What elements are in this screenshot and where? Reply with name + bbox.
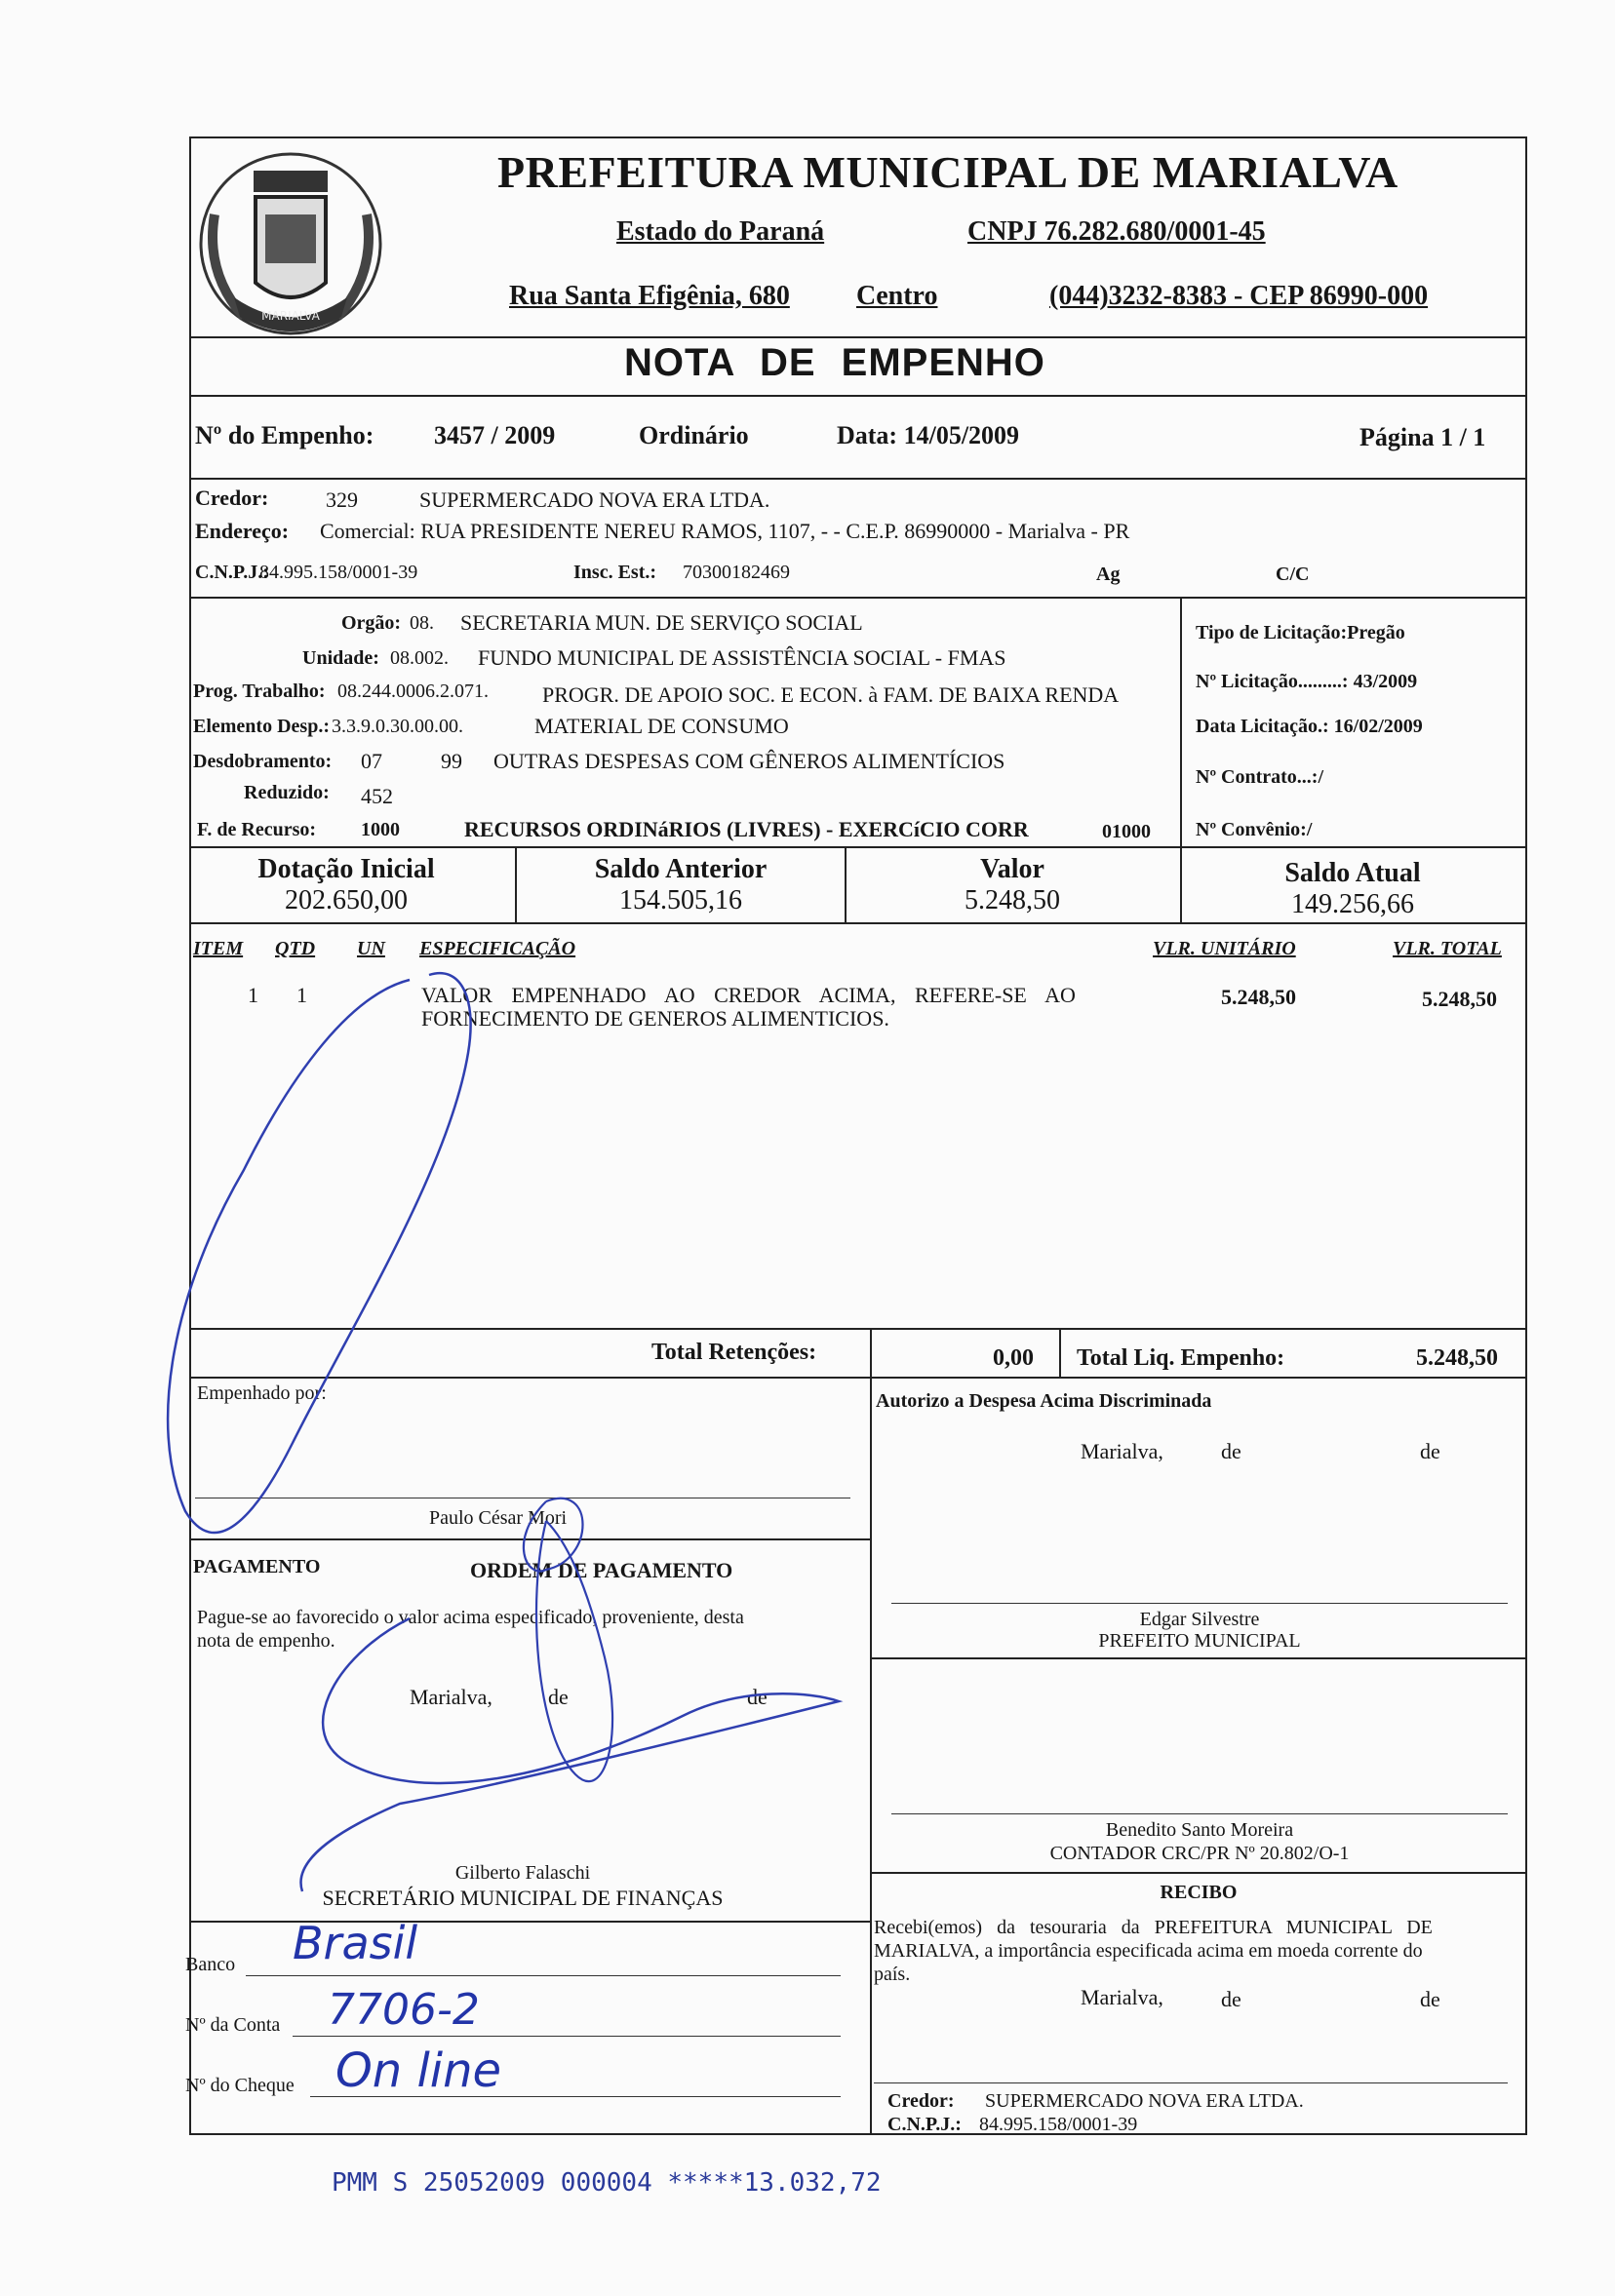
empenho-type: Ordinário <box>639 421 749 449</box>
address-label: Endereço: <box>195 519 290 543</box>
unidade-label: Unidade: <box>302 647 379 669</box>
recibo-cnpj-label: C.N.P.J.: <box>887 2114 962 2135</box>
conta-handwritten: 7706-2 <box>328 1985 480 2035</box>
empenho-number: 3457 / 2009 <box>434 421 556 449</box>
insc-label: Insc. Est.: <box>573 562 657 583</box>
secretario-role: SECRETÁRIO MUNICIPAL DE FINANÇAS <box>322 1886 724 1910</box>
prog-code: 08.244.0006.2.071. <box>337 681 489 702</box>
recibo-text-3: país. <box>874 1964 911 1985</box>
elemento-name: MATERIAL DE CONSUMO <box>534 714 789 738</box>
orgao-code-value: 08. <box>410 612 434 634</box>
page-number: Página 1 / 1 <box>1359 423 1486 451</box>
recibo-de1: de <box>1221 1987 1241 2011</box>
numero-contrato: Nº Contrato...:/ <box>1196 766 1324 788</box>
empenhado-name: Paulo César Mori <box>429 1507 568 1529</box>
agencia-label: Ag <box>1096 564 1121 585</box>
recibo-de2: de <box>1420 1987 1440 2011</box>
col-un: UN <box>357 938 385 959</box>
state-name: Estado do Paraná <box>616 216 825 247</box>
recurso-code: 1000 <box>361 819 400 840</box>
empenhado-label: Empenhado por: <box>197 1382 327 1404</box>
ordem-pagamento-label: ORDEM DE PAGAMENTO <box>470 1558 733 1582</box>
secretario-name: Gilberto Falaschi <box>454 1862 591 1884</box>
credor-address: Comercial: RUA PRESIDENTE NEREU RAMOS, 1107, - - C.E.P. 86990000 - Marialva - PR <box>320 519 1130 543</box>
empenho-date: Data: 14/05/2009 <box>837 421 1020 449</box>
dotacao-value: 202.650,00 <box>285 885 408 915</box>
col-especificacao: ESPECIFICAÇÃO <box>419 938 576 959</box>
credor-name: SUPERMERCADO NOVA ERA LTDA. <box>419 487 770 512</box>
col-item: ITEM <box>193 938 244 959</box>
contador-name: Benedito Santo Moreira <box>1105 1819 1294 1841</box>
unidade-code: 08.002. <box>390 647 449 669</box>
secretario-signature-stroke <box>300 1618 839 1891</box>
empenho-label: Nº do Empenho: <box>195 421 374 449</box>
recibo-text-2: MARIALVA, a importância especificada acima em moeda corrente do <box>874 1940 1423 1962</box>
item-qtd: 1 <box>296 983 307 1007</box>
valor-value: 5.248,50 <box>965 885 1060 915</box>
item-unit-value: 5.248,50 <box>1221 985 1296 1009</box>
banco-label: Banco <box>185 1954 236 1975</box>
seal-banner-text: MARIALVA <box>261 309 320 323</box>
tipo-licitacao: Tipo de Licitação:Pregão <box>1196 622 1405 643</box>
cheque-handwritten: On line <box>335 2043 502 2098</box>
pagamento-city: Marialva, <box>410 1685 492 1709</box>
item-number: 1 <box>248 983 258 1007</box>
credor-code: 329 <box>326 487 358 512</box>
retencoes-label: Total Retenções: <box>651 1340 817 1365</box>
elemento-label: Elemento Desp.: <box>193 716 330 737</box>
autorizo-label: Autorizo a Despesa Acima Discriminada <box>876 1390 1212 1412</box>
conta-label: Nº da Conta <box>185 2014 281 2036</box>
saldo-anterior-label: Saldo Anterior <box>594 854 768 884</box>
recibo-cnpj: 84.995.158/0001-39 <box>979 2114 1138 2135</box>
saldo-atual-value: 149.256,66 <box>1291 889 1414 919</box>
city-address: Rua Santa Efigênia, 680 <box>509 281 790 311</box>
pagamento-text-1: Pague-se ao favorecido o valor acima especificado, proveniente, desta <box>197 1607 744 1628</box>
pagamento-de1: de <box>548 1685 569 1709</box>
desdobramento-code: 07 <box>361 749 382 773</box>
credor-insc: 70300182469 <box>683 562 790 583</box>
prefeito-name: Edgar Silvestre <box>1139 1609 1260 1630</box>
elemento-code: 3.3.9.0.30.00.00. <box>332 716 463 737</box>
data-licitacao: Data Licitação.: 16/02/2009 <box>1196 716 1423 737</box>
item-description-line1: VALOR EMPENHADO AO CREDOR ACIMA, REFERE-SE AO <box>421 983 1076 1007</box>
recurso-label: F. de Recurso: <box>197 819 317 840</box>
desdobramento-label: Desdobramento: <box>193 751 333 772</box>
saldo-anterior-value: 154.505,16 <box>619 885 742 915</box>
autorizo-city: Marialva, <box>1081 1439 1163 1463</box>
col-qtd: QTD <box>275 938 316 959</box>
city-phone-cep: (044)3232-8383 - CEP 86990-000 <box>1049 281 1429 311</box>
recurso-name: RECURSOS ORDINáRIOS (LIVRES) - EXERCíCIO CORR <box>464 817 1029 841</box>
recibo-city: Marialva, <box>1081 1985 1163 2009</box>
reduzido-label: Reduzido: <box>244 782 330 803</box>
pagamento-de2: de <box>747 1685 768 1709</box>
saldo-atual-label: Saldo Atual <box>1284 858 1421 888</box>
processing-stamp: PMM S 25052009 000004 *****13.032,72 <box>332 2168 882 2198</box>
total-liquido-label: Total Liq. Empenho: <box>1077 1345 1285 1371</box>
prog-label: Prog. Trabalho: <box>193 681 326 702</box>
retencoes-value: 0,00 <box>993 1345 1034 1371</box>
ordem-signature-stroke <box>536 1521 612 1781</box>
pagamento-label: PAGAMENTO <box>193 1556 321 1577</box>
empenhado-signature-stroke <box>168 973 471 1533</box>
document-title: NOTA DE EMPENHO <box>624 341 1045 384</box>
col-vlr-total: VLR. TOTAL <box>1393 938 1502 959</box>
desdobramento-name: OUTRAS DESPESAS COM GÊNEROS ALIMENTÍCIOS <box>493 749 1005 773</box>
orgao-name: SECRETARIA MUN. DE SERVIÇO SOCIAL <box>460 610 863 635</box>
reduzido-value: 452 <box>361 784 393 808</box>
recibo-text-1: Recebi(emos) da tesouraria da PREFEITURA MUNICIPAL DE <box>874 1917 1433 1938</box>
prefeito-role: PREFEITO MUNICIPAL <box>1098 1630 1301 1652</box>
valor-label: Valor <box>980 854 1044 884</box>
col-vlr-unitario: VLR. UNITÁRIO <box>1153 938 1296 959</box>
autorizo-de1: de <box>1221 1439 1241 1463</box>
page-title: PREFEITURA MUNICIPAL DE MARIALVA <box>497 147 1398 197</box>
recurso-code2: 01000 <box>1102 821 1151 842</box>
prog-name: PROGR. DE APOIO SOC. E ECON. à FAM. DE BAIXA RENDA <box>542 682 1120 707</box>
desdobramento-code2: 99 <box>441 749 462 773</box>
orgao-label: Orgão: <box>341 612 402 634</box>
item-total-value: 5.248,50 <box>1422 987 1497 1011</box>
credor-cnpj: 84.995.158/0001-39 <box>259 562 418 583</box>
city-cnpj: CNPJ 76.282.680/0001-45 <box>967 216 1266 247</box>
recibo-credor-name: SUPERMERCADO NOVA ERA LTDA. <box>985 2090 1304 2112</box>
item-description-line2: FORNECIMENTO DE GENEROS ALIMENTICIOS. <box>421 1006 889 1031</box>
autorizo-de2: de <box>1420 1439 1440 1463</box>
cheque-label: Nº do Cheque <box>185 2075 295 2096</box>
unidade-name: FUNDO MUNICIPAL DE ASSISTÊNCIA SOCIAL - FMAS <box>478 645 1006 670</box>
conta-corrente-label: C/C <box>1276 564 1310 585</box>
dotacao-label: Dotação Inicial <box>257 854 435 884</box>
pagamento-text-2: nota de empenho. <box>197 1630 335 1652</box>
total-liquido-value: 5.248,50 <box>1416 1345 1498 1371</box>
credor-label: Credor: <box>195 486 269 510</box>
recibo-title: RECIBO <box>1160 1882 1238 1903</box>
numero-convenio: Nº Convênio:/ <box>1196 819 1313 840</box>
city-district: Centro <box>856 281 938 311</box>
recibo-credor-label: Credor: <box>887 2090 955 2112</box>
contador-role: CONTADOR CRC/PR Nº 20.802/O-1 <box>1049 1843 1350 1864</box>
banco-handwritten: Brasil <box>293 1917 418 1969</box>
numero-licitacao: Nº Licitação.........: 43/2009 <box>1196 671 1418 692</box>
cnpj-label: C.N.P.J.: <box>195 562 269 583</box>
